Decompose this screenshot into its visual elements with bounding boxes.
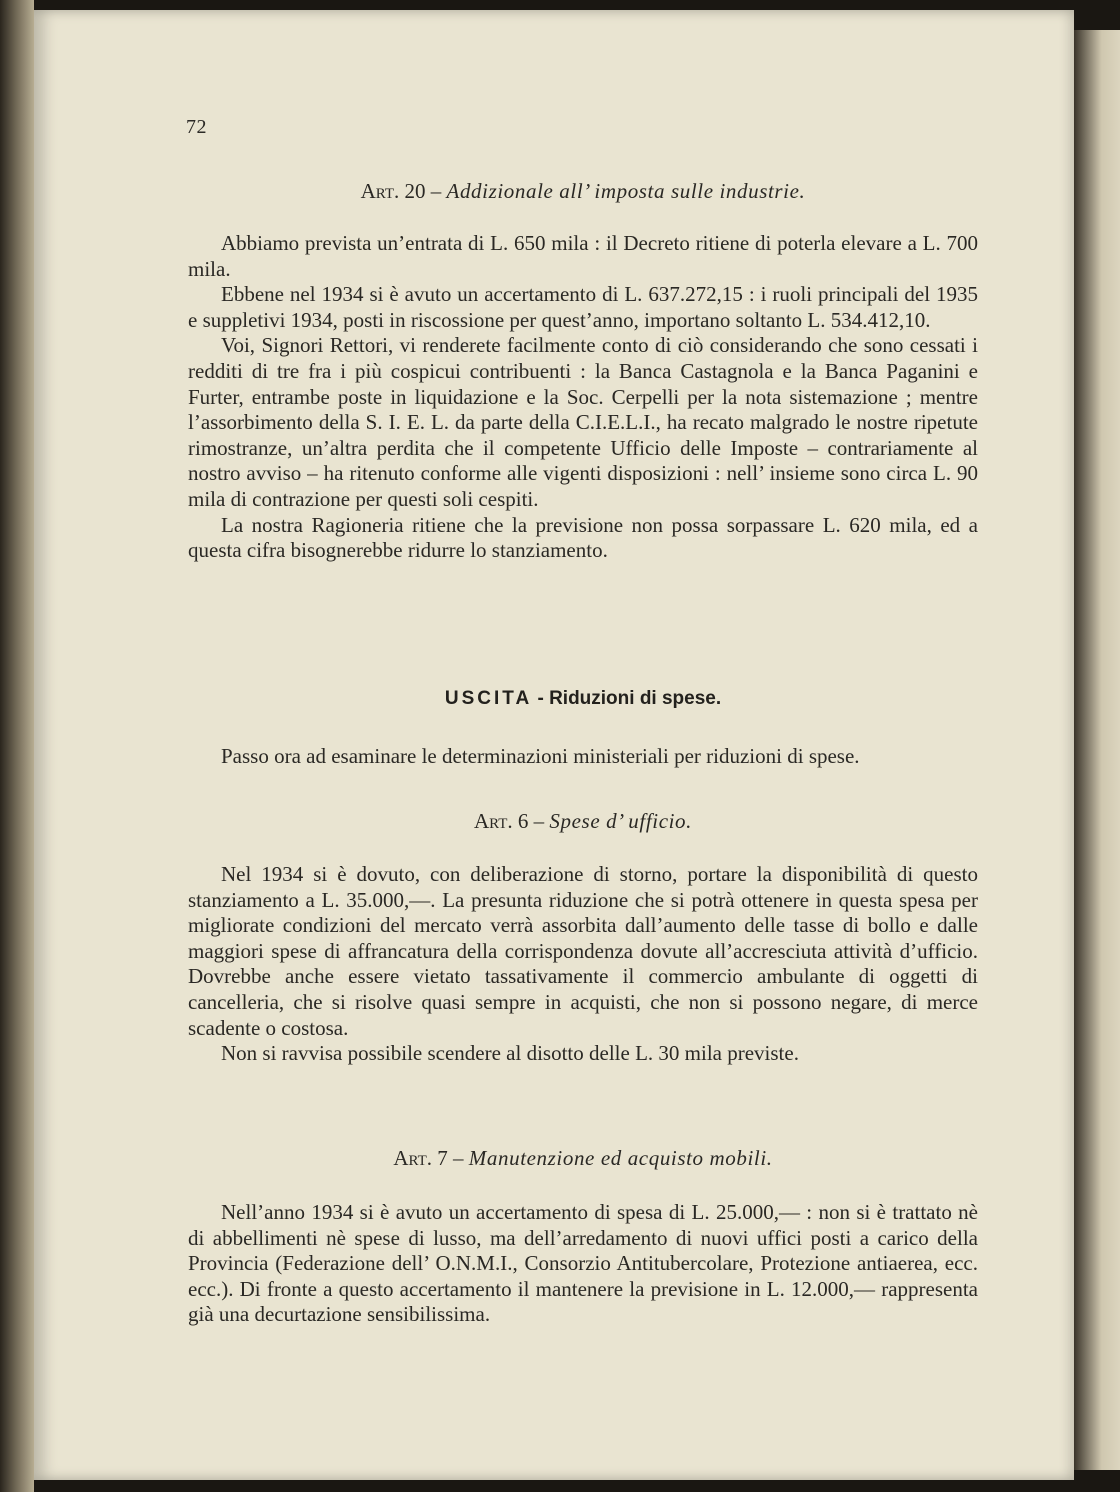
uscita-subtitle: Riduzioni di spese. [549,688,722,709]
uscita-dash: - [537,688,544,709]
book-spine [0,0,34,1492]
uscita-intro-block [188,744,978,770]
art6-paragraph: Non si ravvisa possibile scendere al disotto delle L. 30 mila previste. [221,1041,799,1066]
uscita-word: USCITA [444,688,533,709]
uscita-intro: Passo ora ad esaminare le determinazioni ministeriali per riduzioni di spese. [221,744,860,768]
art6-heading [188,808,978,834]
art20-prefix: Art. [360,179,400,203]
art6-title: Spese d’ ufficio. [549,809,693,833]
art7-title: Manutenzione ed acquisto mobili. [468,1146,773,1170]
art20-paragraph: Abbiamo prevista un’entrata di L. 650 mila : il Decreto ritiene di poterla elevare a L. 700 mila. [188,231,978,281]
art20-title: Addizionale all’ imposta sulle industrie. [446,179,806,203]
uscita-heading [188,686,978,712]
art20-paragraph: Ebbene nel 1934 si è avuto un accertamento di L. 637.272,15 : i ruoli principali del 1935 e suppletivi 1934, posti in riscossione per quest’anno, importano soltanto L. 534.412,10. [188,282,978,332]
art7-number: 7 – [437,1146,464,1170]
art6-prefix: Art. [473,809,513,833]
art7-body [188,1200,978,1328]
art20-heading [188,178,978,204]
art6-number: 6 – [517,809,545,833]
page-number: 72 [186,116,207,138]
next-page-edge [1074,30,1120,1470]
art7-paragraph: Nell’anno 1934 si è avuto un accertamento di spesa di L. 25.000,— : non si è trattato nè di abbellimenti nè spese di lusso, ma dell’arredamento di nuovi uffici posti a carico della Provincia (Federazione dell’ O.N.M.I., Consorzio Antitubercolare, Protezione antiaerea, ecc. ecc.). Di fronte a questo accertamento il mantenere la previsione in L. 12.000,— rappresenta già una decurtazione sensibilissima. [188,1200,978,1327]
art6-paragraph: Nel 1934 si è dovuto, con deliberazione di storno, portare la disponibilità di questo stanziamento a L. 35.000,—. La presunta riduzione che si potrà ottenere in questa spesa per migliorate condizioni del mercato verrà assorbita dall’aumento delle tasse di bollo e dalle maggiori spese di affrancatura della corrispondenza dovute all’accresciuta attività d’ufficio. Dovrebbe anche essere vietato tassativamente il commercio ambulante di oggetti di cancelleria, che si risolve quasi sempre in acquisti, che non si possono negare, di merce scadente o costosa. [188,862,978,1040]
art20-paragraph: Voi, Signori Rettori, vi renderete facilmente conto di ciò considerando che sono cessati i redditi di tre fra i più cospicui contribuenti : la Banca Castagnola e la Banca Paganini e Furter, entrambe poste in liquidazione e la Soc. Cerpelli per la nota sistemazione ; mentre l’assorbimento della S. I. E. L. da parte della C.I.E.L.I., ha recato malgrado le nostre ripetute rimostranze, un’altra perdita che il competente Ufficio delle Imposte – contrariamente al nostro avviso – ha ritenuto conforme alle vigenti disposizioni : nell’ insieme sono circa L. 90 mila di contrazione per questi soli cespiti. [188,333,978,511]
art7-prefix: Art. [393,1146,433,1170]
art20-paragraph: La nostra Ragioneria ritiene che la previsione non possa sorpassare L. 620 mila, ed a questa cifra bisognerebbe ridurre lo stanziamento. [188,512,978,563]
art20-number: 20 – [404,179,442,203]
art6-body [188,862,978,1067]
art7-heading [188,1145,978,1171]
art20-body [188,231,978,564]
